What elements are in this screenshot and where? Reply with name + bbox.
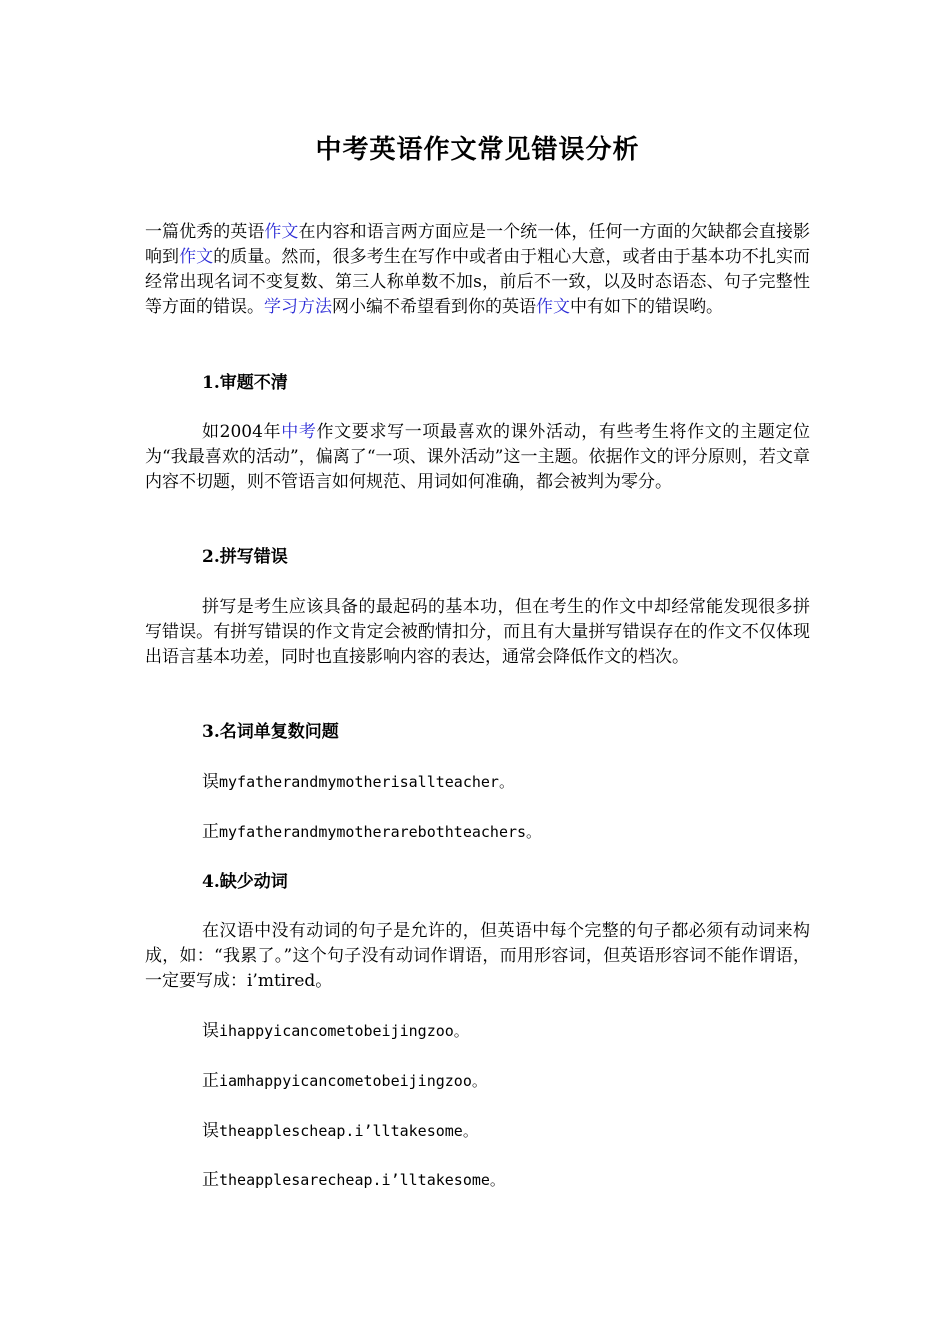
link-zuowen-1[interactable]: 作文 (264, 222, 299, 242)
example-wrong-1 (202, 770, 514, 795)
example-text: ihappyicancometobeijingzoo。 (219, 1022, 469, 1040)
example-wrong-3 (202, 1119, 478, 1144)
right-label: 正 (202, 1071, 219, 1091)
example-wrong-2 (202, 1019, 469, 1044)
section-heading-3: 3.名词单复数问题 (202, 722, 339, 742)
intro-text-1: 一篇优秀的英语 (145, 222, 265, 242)
intro-text-4: 网小编不希望看到你的英语 (332, 297, 536, 317)
link-study-method[interactable]: 学习方法 (264, 297, 332, 317)
link-zuowen-3[interactable]: 作文 (536, 297, 570, 317)
link-zuowen-2[interactable]: 作文 (179, 247, 214, 267)
intro-text-5: 中有如下的错误哟。 (570, 297, 723, 317)
example-text: theapplesarecheap.i’lltakesome。 (219, 1171, 505, 1189)
intro-text-2: 在内容和语言两方面应是一个统一体，任何一方面的欠缺都会直接影响到 (145, 222, 811, 267)
intro-paragraph (145, 220, 810, 320)
right-label: 正 (202, 1170, 219, 1190)
section-2-paragraph: 拼写是考生应该具备的最起码的基本功，但在考生的作文中却经常能发现很多拼写错误。有拼写错误的作文肯定会被酌情扣分，而且有大量拼写错误存在的作文不仅体现出语言基本功差，同时也直接影响内容的表达，通常会降低作文的档次。 (145, 597, 810, 667)
section-heading-1: 1.审题不清 (202, 373, 288, 393)
example-text: iamhappyicancometobeijingzoo。 (219, 1072, 487, 1090)
right-label: 正 (202, 822, 219, 842)
section-heading-2: 2.拼写错误 (202, 547, 288, 567)
example-right-3 (202, 1168, 505, 1193)
section-4-paragraph: 在汉语中没有动词的句子是允许的，但英语中每个完整的句子都必须有动词来构成，如：“我累了。”这个句子没有动词作谓语，而用形容词，但英语形容词不能作谓语，一定要写成：i’mtired。 (145, 921, 810, 991)
section-heading-4: 4.缺少动词 (202, 872, 288, 892)
example-text: myfatherandmymotherarebothteachers。 (219, 823, 542, 841)
page-title: 中考英语作文常见错误分析 (315, 135, 640, 165)
section-1-paragraph (145, 420, 810, 495)
wrong-label: 误 (202, 772, 219, 792)
section-1-text-2: 作文要求写一项最喜欢的课外活动，有些考生将作文的主题定位为“我最喜欢的活动”，偏离了“一项、课外活动”这一主题。依据作文的评分原则，若文章内容不切题，则不管语言如何规范、用词如何准确，都会被判为零分。 (145, 422, 811, 492)
example-text: myfatherandmymotherisallteacher。 (219, 773, 514, 791)
section-1-text-1: 如2004年 (202, 422, 282, 442)
example-right-2 (202, 1069, 487, 1094)
intro-text-3: 的质量。然而，很多考生在写作中或者由于粗心大意，或者由于基本功不扎实而经常出现名词不变复数、第三人称单数不加s，前后不一致，以及时态语态、句子完整性等方面的错误。 (145, 247, 811, 317)
example-right-1 (202, 820, 541, 845)
link-zhongkao[interactable]: 中考 (281, 422, 317, 442)
wrong-label: 误 (202, 1121, 219, 1141)
wrong-label: 误 (202, 1021, 219, 1041)
example-text: theapplescheap.i’lltakesome。 (219, 1122, 478, 1140)
